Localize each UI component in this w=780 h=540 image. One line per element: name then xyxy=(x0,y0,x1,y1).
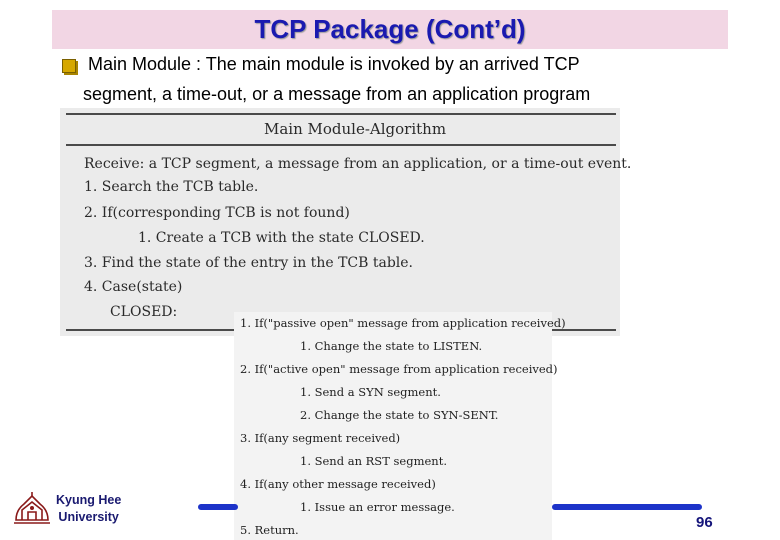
footer-bar-right xyxy=(552,504,702,510)
algorithm-line: 3. Find the state of the entry in the TCB table. xyxy=(84,255,413,271)
scan-heading-rule xyxy=(66,144,616,146)
algorithm-line: Receive: a TCP segment, a message from an application, or a time-out event. xyxy=(84,156,632,172)
algorithm-line: 2. Change the state to SYN-SENT. xyxy=(300,408,499,422)
algorithm-heading: Main Module-Algorithm xyxy=(264,120,447,138)
university-seal-icon xyxy=(12,490,52,526)
university-name-line-2: University xyxy=(58,510,119,524)
algorithm-line: CLOSED: xyxy=(110,304,178,320)
algorithm-line: 4. Case(state) xyxy=(84,279,183,295)
algorithm-line: 2. If("active open" message from application received) xyxy=(240,362,558,376)
square-bullet-icon xyxy=(62,59,76,73)
slide-title: TCP Package (Cont’d) xyxy=(254,14,526,44)
algorithm-line: 1. Change the state to LISTEN. xyxy=(300,339,483,353)
title-bar xyxy=(52,10,728,49)
algorithm-line: 1. If("passive open" message from application received) xyxy=(240,316,566,330)
university-name xyxy=(56,492,121,526)
algorithm-line: 4. If(any other message received) xyxy=(240,477,436,491)
scan-top-rule xyxy=(66,113,616,115)
page-number: 96 xyxy=(696,514,713,531)
algorithm-line: 1. Create a TCB with the state CLOSED. xyxy=(138,230,425,246)
algorithm-line: 1. Search the TCB table. xyxy=(84,179,259,195)
bullet-text-line-2: segment, a time-out, or a message from an application program xyxy=(83,84,591,104)
algorithm-line: 1. Send a SYN segment. xyxy=(300,385,441,399)
algorithm-scan-lower xyxy=(234,312,566,540)
algorithm-line: 1. Issue an error message. xyxy=(300,500,455,514)
bullet-text-line-1: Main Module : The main module is invoked by an arrived TCP xyxy=(88,54,580,74)
algorithm-scan-upper xyxy=(60,108,632,336)
algorithm-line: 5. Return. xyxy=(240,523,299,537)
algorithm-line: 3. If(any segment received) xyxy=(240,431,401,445)
university-name-line-1: Kyung Hee xyxy=(56,493,122,507)
footer-bar-left xyxy=(198,504,238,510)
algorithm-line: 1. Send an RST segment. xyxy=(300,454,447,468)
algorithm-line: 2. If(corresponding TCB is not found) xyxy=(84,205,350,221)
